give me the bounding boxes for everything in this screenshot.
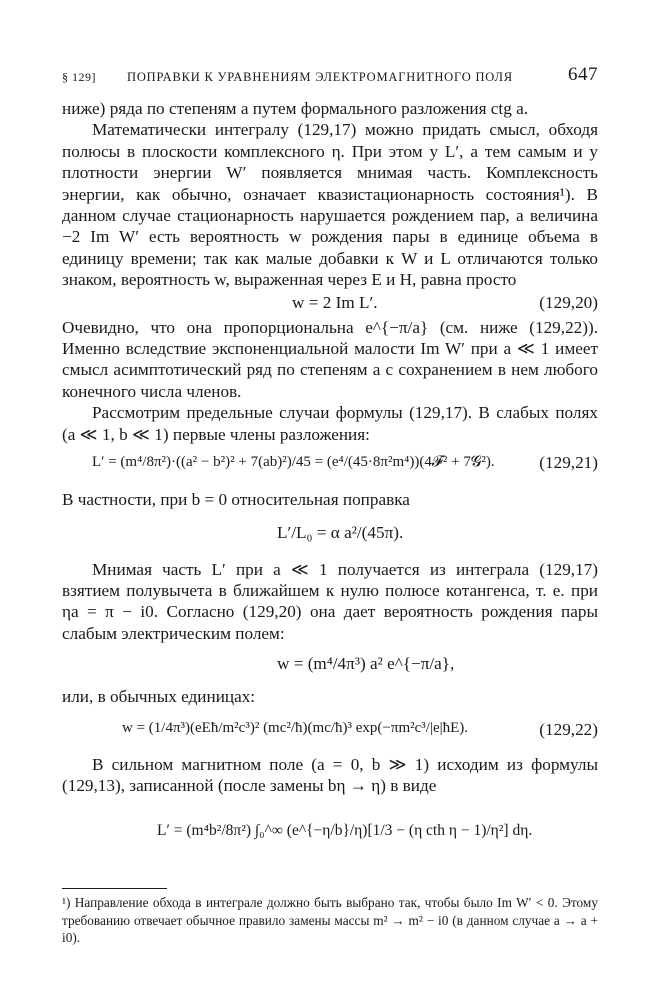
equation-relative-correction (62, 511, 598, 559)
paragraph-7: или, в обычных единицах: (62, 687, 256, 707)
header-title: ПОПРАВКИ К УРАВНЕНИЯМ ЭЛЕКТРОМАГНИТНОГО ПОЛЯ (127, 70, 513, 84)
paragraph-1: ниже) ряда по степеням a путем формального разложения ctg a. (62, 99, 529, 118)
equation-w-weak (62, 644, 598, 686)
equation-body: w = 2 Im L′. (292, 292, 378, 312)
equation-number: (129,20) (539, 292, 598, 312)
equation-number: (129,22) (539, 719, 598, 739)
equation-number: (129,21) (539, 453, 598, 473)
paragraph-2: Математически интегралу (129,17) можно придать смысл, обходя полюсы в плоскости комплексного η. При этом у L′, а тем самым и у плотности энергии W′ появляется мнимая часть. Комплексность энергии, как обычно, означает квазистационарность состояния¹). В данном случае стационарность нарушается рождением пар, а величина −2 Im W′ есть вероятность w рождения пары в единице объема в единицу времени; так как малые добавки к W и L отличаются только знаком, вероятность w, выраженная через E и H, равна просто (62, 120, 598, 290)
equation-body: L′ = (m⁴b²/8π²) ∫₀^∞ (e^{−η/b}/η)[1/3 − (η cth η − 1)/η²] dη. (157, 822, 533, 840)
footnote: ¹) Направление обхода в интеграле должно быть выбрано так, чтобы было Im W′ < 0. Этому требованию отвечает обычное правило замены массы m² → m² − i0 (в данном случае a → a + i0). (62, 895, 598, 946)
equation-body: L′/L₀ = α a²/(45π). (277, 522, 404, 542)
paragraph-8: В сильном магнитном поле (a = 0, b ≫ 1) исходим из формулы (129,13), записанной (после замены bη → η) в виде (62, 754, 598, 795)
paragraph-4: Рассмотрим предельные случаи формулы (129,17). В слабых полях (a ≪ 1, b ≪ 1) первые члены разложения: (62, 403, 598, 444)
running-header (62, 60, 598, 90)
equation-129-21 (62, 445, 598, 487)
section-ref: § 129] (62, 70, 96, 84)
paragraph-5: В частности, при b = 0 относительная поправка (62, 490, 410, 510)
page (62, 60, 598, 947)
footnote-rule (62, 888, 167, 889)
equation-strong-field (62, 796, 598, 874)
page-number: 647 (568, 64, 598, 85)
equation-129-22 (62, 708, 598, 754)
equation-body: w = (1/4π³)(eEħ/m²c³)² (mc²/ħ)(mc/ħ)³ exp(−πm²c³/|e|ħE). (122, 719, 469, 736)
equation-body: w = (m⁴/4π³) a² e^{−π/a}, (277, 654, 455, 674)
equation-129-20 (62, 291, 598, 317)
paragraph-3: Очевидно, что она пропорциональна e^{−π/a} (см. ниже (129,22)). Именно вследствие экспоненциальной малости Im W′ при a ≪ 1 имеет смысл асимптотический ряд по степеням a с сохранением в нем любого конечного числа членов. (62, 317, 598, 401)
equation-body: L′ = (m⁴/8π²)·((a² − b²)² + 7(ab)²)/45 = (e⁴/(45·8π²m⁴))(4𝓕² + 7𝓖²). (92, 454, 495, 471)
paragraph-6: Мнимая часть L′ при a ≪ 1 получается из интеграла (129,17) взятием полувычета в ближайшем к нулю полюсе котангенса, т. е. при ηa = π − i0. Согласно (129,20) она дает вероятность рождения пары слабым электрическим полем: (62, 559, 598, 643)
